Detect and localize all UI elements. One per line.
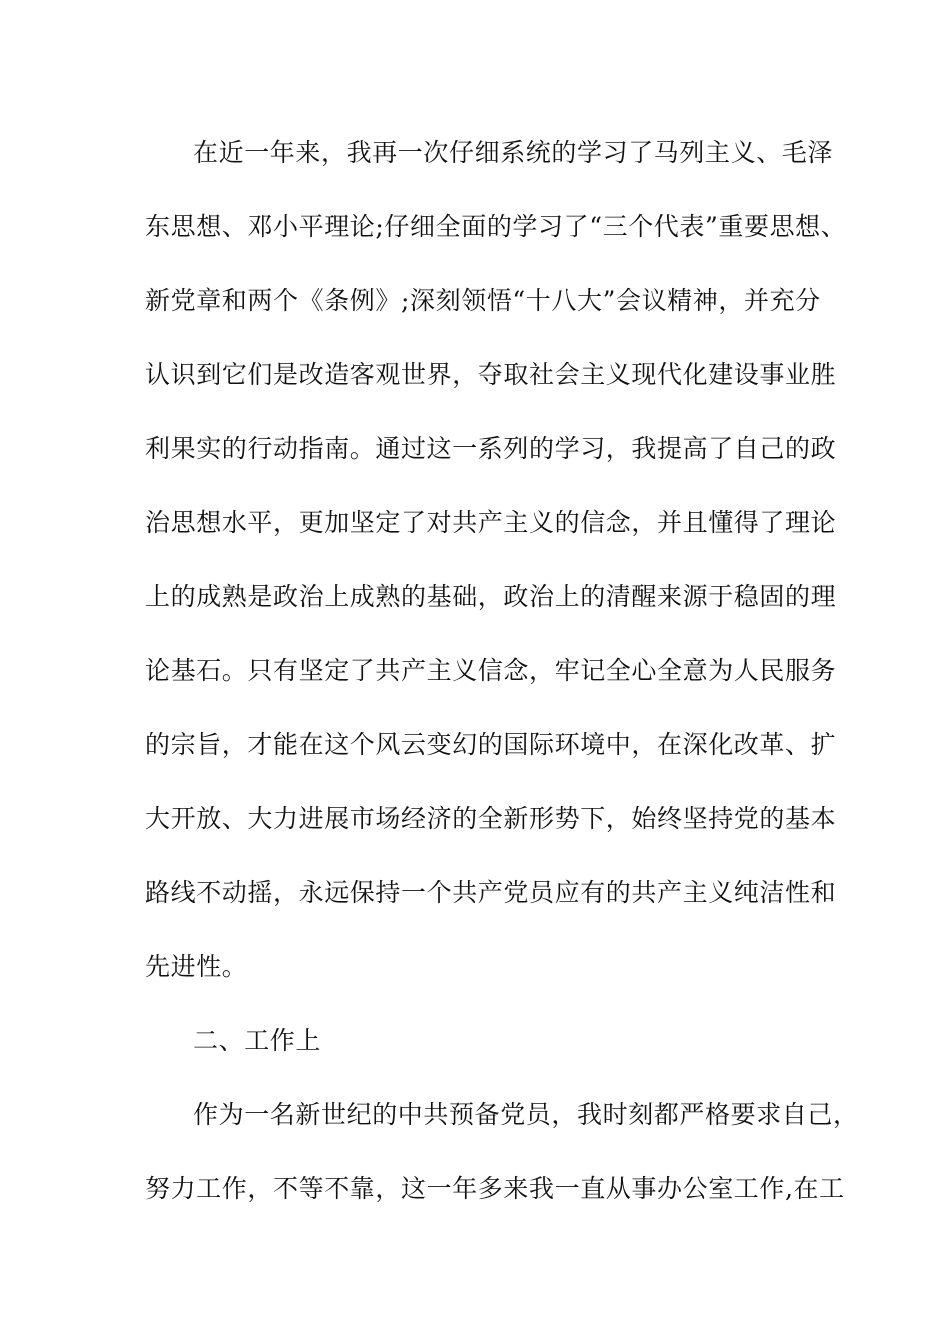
text-line: 新党章和两个《条例》;深刻领悟“十八大”会议精神，并充分 (145, 286, 821, 315)
text-line: 利果实的行动指南。通过这一系列的学习，我提高了自己的政 (145, 434, 837, 463)
text-line: 作为一名新世纪的中共预备党员，我时刻都严格要求自己， (193, 1100, 859, 1129)
paragraph-study (145, 128, 847, 1016)
text-line: 上的成熟是政治上成熟的基础，政治上的清醒来源于稳固的理 (145, 582, 837, 611)
text-line: 论基石。只有坚定了共产主义信念，牢记全心全意为人民服务 (145, 656, 837, 685)
text-line: 的宗旨，才能在这个风云变幻的国际环境中，在深化改革、扩 (145, 730, 837, 759)
section-heading: 二、工作上 (193, 1026, 322, 1055)
text-line: 在近一年来，我再一次仔细系统的学习了马列主义、毛泽 (193, 138, 834, 167)
text-line: 努力工作，不等不靠，这一年多来我一直从事办公室工作,在工 (145, 1174, 845, 1203)
text-line: 先进性。 (145, 952, 248, 981)
document-body (145, 128, 859, 1238)
text-line: 大开放、大力进展市场经济的全新形势下，始终坚持党的基本 (145, 804, 837, 833)
text-line: 东思想、邓小平理论;仔细全面的学习了“三个代表”重要思想、 (145, 212, 847, 241)
text-line: 治思想水平，更加坚定了对共产主义的信念，并且懂得了理论 (145, 508, 837, 537)
text-line: 路线不动摇，永远保持一个共产党员应有的共产主义纯洁性和 (145, 878, 837, 907)
paragraph-work (145, 1090, 859, 1238)
text-line: 认识到它们是改造客观世界，夺取社会主义现代化建设事业胜 (145, 360, 837, 389)
